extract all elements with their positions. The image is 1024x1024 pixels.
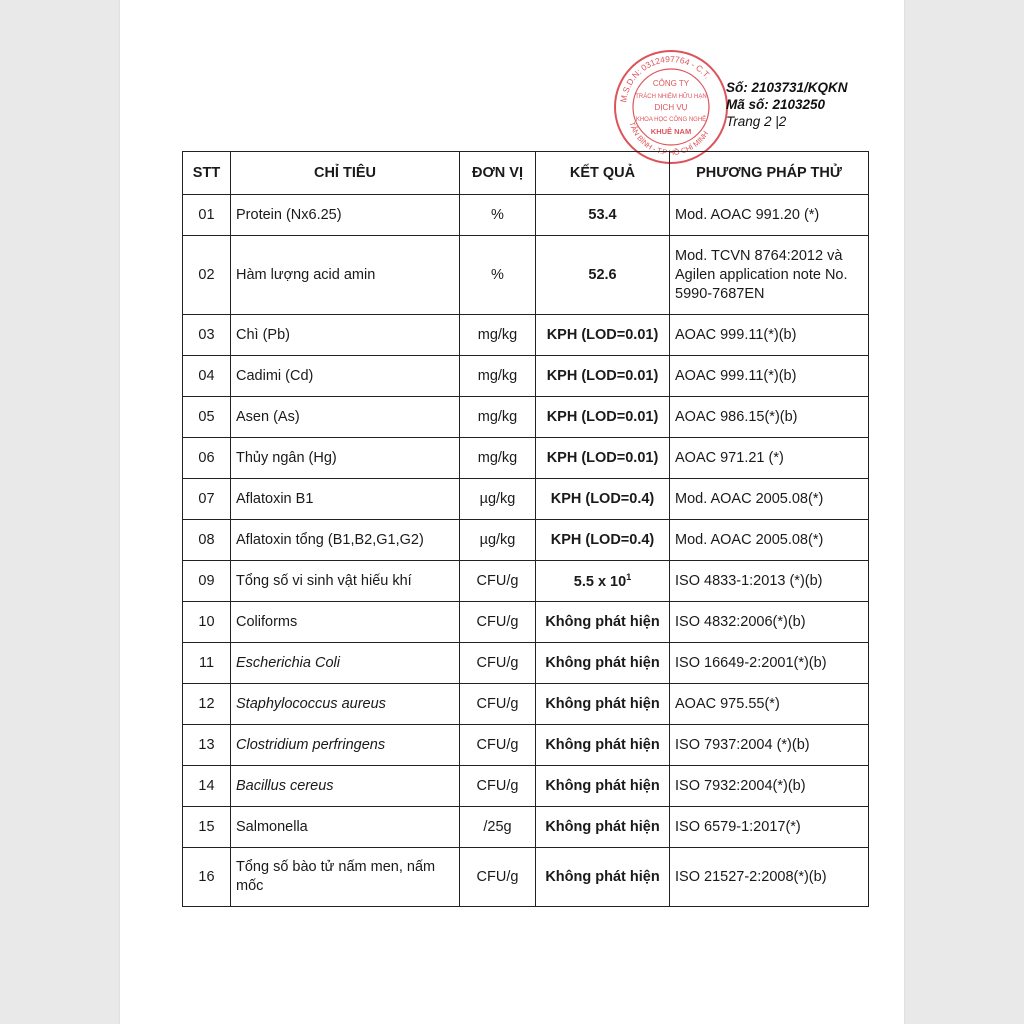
svg-text:KHUÊ NAM: KHUÊ NAM (650, 127, 692, 136)
cell-method: Mod. AOAC 991.20 (*) (670, 195, 869, 236)
table-row (183, 356, 869, 397)
cell-unit: % (460, 195, 536, 236)
cell-unit: µg/kg (460, 520, 536, 561)
cell-method: ISO 7932:2004(*)(b) (670, 766, 869, 807)
cell-name: Escherichia Coli (231, 643, 460, 684)
company-seal-stamp (612, 48, 730, 166)
cell-result: 53.4 (536, 195, 670, 236)
table-row (183, 236, 869, 315)
table-row (183, 643, 869, 684)
cell-stt: 15 (183, 807, 231, 848)
cell-result: Không phát hiện (536, 684, 670, 725)
cell-method: ISO 21527-2:2008(*)(b) (670, 848, 869, 907)
cell-result: Không phát hiện (536, 725, 670, 766)
cell-name: Staphylococcus aureus (231, 684, 460, 725)
cell-result: KPH (LOD=0.01) (536, 356, 670, 397)
table-row (183, 315, 869, 356)
cell-unit: CFU/g (460, 684, 536, 725)
svg-text:KHOA HỌC CÔNG NGHỆ: KHOA HỌC CÔNG NGHỆ (635, 117, 707, 123)
table-row (183, 725, 869, 766)
result-value: 5.5 x 10 (573, 573, 627, 590)
cell-name: Coliforms (231, 602, 460, 643)
cell-name: Asen (As) (231, 397, 460, 438)
cell-stt: 03 (183, 315, 231, 356)
cell-unit: CFU/g (460, 643, 536, 684)
cell-unit: mg/kg (460, 438, 536, 479)
cell-unit: CFU/g (460, 561, 536, 602)
cell-result (536, 561, 670, 602)
page-number: Trang 2 |2 (726, 114, 787, 129)
cell-stt: 13 (183, 725, 231, 766)
cell-unit: µg/kg (460, 479, 536, 520)
cell-name: Aflatoxin B1 (231, 479, 460, 520)
document-reference (726, 79, 848, 130)
cell-name: Tổng số bào tử nấm men, nấm mốc (231, 848, 460, 907)
cell-unit: mg/kg (460, 315, 536, 356)
cell-name: Clostridium perfringens (231, 725, 460, 766)
cell-result: Không phát hiện (536, 643, 670, 684)
cell-result: Không phát hiện (536, 807, 670, 848)
cell-result: KPH (LOD=0.4) (536, 520, 670, 561)
header-stt: STT (183, 152, 231, 195)
cell-stt: 01 (183, 195, 231, 236)
cell-unit: mg/kg (460, 397, 536, 438)
cell-method: ISO 16649-2:2001(*)(b) (670, 643, 869, 684)
cell-result: KPH (LOD=0.01) (536, 397, 670, 438)
table-row (183, 438, 869, 479)
table-row (183, 397, 869, 438)
cell-result: Không phát hiện (536, 848, 670, 907)
cell-method: AOAC 999.11(*)(b) (670, 315, 869, 356)
cell-method: Mod. TCVN 8764:2012 và Agilen application note No. 5990-7687EN (670, 236, 869, 315)
svg-text:DỊCH VỤ: DỊCH VỤ (654, 103, 688, 112)
cell-stt: 14 (183, 766, 231, 807)
cell-result: KPH (LOD=0.01) (536, 315, 670, 356)
cell-name: Chì (Pb) (231, 315, 460, 356)
table-row (183, 520, 869, 561)
cell-name: Hàm lượng acid amin (231, 236, 460, 315)
cell-method: AOAC 975.55(*) (670, 684, 869, 725)
cell-method: Mod. AOAC 2005.08(*) (670, 520, 869, 561)
table-row (183, 561, 869, 602)
svg-text:M.S.D.N: 0312497764 - C.T.: M.S.D.N: 0312497764 - C.T. (618, 53, 713, 104)
cell-name: Aflatoxin tổng (B1,B2,G1,G2) (231, 520, 460, 561)
cell-name: Tổng số vi sinh vật hiếu khí (231, 561, 460, 602)
cell-unit: CFU/g (460, 602, 536, 643)
cell-method: ISO 7937:2004 (*)(b) (670, 725, 869, 766)
cell-stt: 16 (183, 848, 231, 907)
table-row (183, 602, 869, 643)
cell-stt: 12 (183, 684, 231, 725)
cell-method: Mod. AOAC 2005.08(*) (670, 479, 869, 520)
cell-name: Protein (Nx6.25) (231, 195, 460, 236)
report-number: Số: 2103731/KQKN (726, 80, 848, 95)
cell-stt: 05 (183, 397, 231, 438)
cell-method: AOAC 971.21 (*) (670, 438, 869, 479)
cell-unit: CFU/g (460, 766, 536, 807)
table-header-row (183, 152, 869, 195)
result-exponent: 1 (626, 572, 632, 583)
cell-name: Thủy ngân (Hg) (231, 438, 460, 479)
cell-name: Cadimi (Cd) (231, 356, 460, 397)
cell-method: AOAC 986.15(*)(b) (670, 397, 869, 438)
cell-unit: CFU/g (460, 725, 536, 766)
cell-result: KPH (LOD=0.4) (536, 479, 670, 520)
cell-stt: 09 (183, 561, 231, 602)
cell-unit: CFU/g (460, 848, 536, 907)
cell-name: Salmonella (231, 807, 460, 848)
cell-stt: 02 (183, 236, 231, 315)
svg-text:TÂN BÌNH - T.P HỒ CHÍ MINH: TÂN BÌNH - T.P HỒ CHÍ MINH (627, 120, 711, 158)
cell-name: Bacillus cereus (231, 766, 460, 807)
table-row (183, 766, 869, 807)
cell-result: Không phát hiện (536, 602, 670, 643)
cell-method: ISO 4833-1:2013 (*)(b) (670, 561, 869, 602)
cell-result: Không phát hiện (536, 766, 670, 807)
cell-stt: 04 (183, 356, 231, 397)
header-chi-tieu: CHỈ TIÊU (231, 152, 460, 195)
header-don-vi: ĐƠN VỊ (460, 152, 536, 195)
cell-method: AOAC 999.11(*)(b) (670, 356, 869, 397)
cell-stt: 10 (183, 602, 231, 643)
table-row (183, 684, 869, 725)
svg-text:TRÁCH NHIỆM HỮU HẠN: TRÁCH NHIỆM HỮU HẠN (635, 94, 707, 100)
cell-unit: % (460, 236, 536, 315)
table-row (183, 479, 869, 520)
table-row (183, 195, 869, 236)
code-number: Mã số: 2103250 (726, 97, 826, 112)
header-ket-qua: KẾT QUẢ (536, 152, 670, 195)
cell-stt: 06 (183, 438, 231, 479)
svg-text:CÔNG TY: CÔNG TY (652, 79, 690, 88)
cell-stt: 07 (183, 479, 231, 520)
test-results-table (182, 151, 869, 907)
cell-method: ISO 6579-1:2017(*) (670, 807, 869, 848)
cell-unit: /25g (460, 807, 536, 848)
cell-unit: mg/kg (460, 356, 536, 397)
cell-result: KPH (LOD=0.01) (536, 438, 670, 479)
cell-result: 52.6 (536, 236, 670, 315)
cell-stt: 11 (183, 643, 231, 684)
table-row (183, 848, 869, 907)
cell-stt: 08 (183, 520, 231, 561)
header-phuong-phap: PHƯƠNG PHÁP THỬ (670, 152, 869, 195)
table-row (183, 807, 869, 848)
cell-method: ISO 4832:2006(*)(b) (670, 602, 869, 643)
